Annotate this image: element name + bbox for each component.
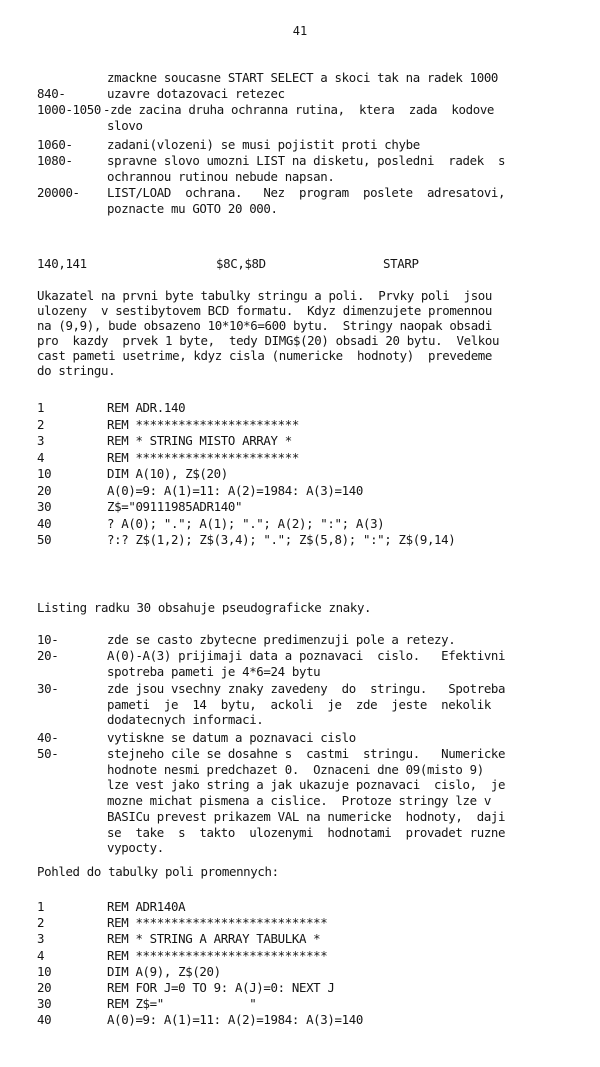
- listing-code: REM * STRING MISTO ARRAY *: [107, 433, 292, 448]
- note-text-line: stejneho cile se dosahne s castmi stringu. Numericke: [107, 746, 506, 761]
- listing-line-number: 3: [37, 433, 45, 448]
- listing-line-number: 2: [37, 915, 45, 931]
- paragraph-line: pro kazdy prvek 1 byte, tedy DIMG$(20) obsadi 20 bytu. Velkou: [37, 333, 500, 348]
- note-text-line: zde jsou vsechny znaky zavedeny do stringu. Spotreba: [107, 681, 506, 696]
- address-decimal: 140,141: [37, 256, 87, 271]
- listing-line-number: 40: [37, 515, 52, 531]
- listing-code: ?:? Z$(1,2); Z$(3,4); "."; Z$(5,8); ":"; Z$(9,14): [107, 532, 456, 547]
- note-text-line: spravne slovo umozni LIST na disketu, posledni radek s: [107, 153, 506, 168]
- note-text-line: mozne michat pismena a cislice. Protoze stringy lze v: [107, 793, 491, 809]
- listing-line-number: 30: [37, 499, 52, 514]
- listing-line-number: 10: [37, 466, 52, 481]
- listing-line-number: 1: [37, 400, 45, 415]
- listing-line-number: 10: [37, 963, 52, 979]
- paragraph-starp: [37, 288, 569, 378]
- listing-line-number: 20: [37, 482, 52, 498]
- note-text-line: zde se casto zbytecne predimenzuji pole a retezy.: [107, 632, 456, 647]
- note-number: 1000-1050: [37, 102, 101, 117]
- note-number: 10-: [37, 632, 59, 647]
- listing-code: ? A(0); "."; A(1); "."; A(2); ":"; A(3): [107, 515, 385, 531]
- address-hex: $8C,$8D: [216, 256, 266, 271]
- note-text-line: vypocty.: [107, 840, 164, 856]
- paragraph-line: ulozeny v sestibytovem BCD formatu. Kdyz dimenzujete promennou: [37, 303, 493, 318]
- note-text-line: dodatecnych informaci.: [107, 712, 264, 728]
- note-text-line: A(0)-A(3) prijimaji data a poznavaci cislo. Efektivni: [107, 648, 506, 663]
- note-number: 40-: [37, 730, 59, 745]
- listing-code: A(0)=9: A(1)=11: A(2)=1984: A(3)=140: [107, 482, 363, 498]
- listing-code: DIM A(9), Z$(20): [107, 963, 221, 979]
- note-text-line: BASICu prevest prikazem VAL na numericke hodnoty, daji: [107, 808, 506, 824]
- paragraph-line: na (9,9), bude obsazeno 10*10*6=600 bytu. Stringy naopak obsadi: [37, 318, 493, 333]
- listing-code: REM ADR.140: [107, 400, 186, 415]
- note-text-line: zadani(vlozeni) se musi pojistit proti chybe: [107, 137, 420, 152]
- listing-code: DIM A(10), Z$(20): [107, 466, 228, 481]
- listing-code: REM ADR140A: [107, 899, 186, 914]
- note-number: 30-: [37, 681, 59, 696]
- note-number: 1060-: [37, 137, 73, 152]
- listing-line-number: 30: [37, 996, 52, 1012]
- listing-code: REM * STRING A ARRAY TABULKA *: [107, 931, 321, 947]
- note-number: 840-: [37, 86, 66, 101]
- note-text-line: ochrannou rutinou nebude napsan.: [107, 168, 335, 184]
- note-text-line: pameti je 14 bytu, ackoli je zde jeste nekolik: [107, 696, 491, 712]
- note-text-line: -zde zacina druha ochranna rutina, ktera zada kodove: [103, 102, 495, 117]
- paragraph-line: Ukazatel na prvni byte tabulky stringu a poli. Prvky poli jsou: [37, 288, 493, 303]
- listing-line-number: 3: [37, 931, 45, 947]
- listing-code: Z$="09111985ADR140": [107, 499, 243, 514]
- note-text-line: se take s takto ulozenymi hodnotami provadet ruzne: [107, 824, 506, 840]
- paragraph-line: do stringu.: [37, 363, 116, 378]
- listing-line-number: 4: [37, 449, 45, 465]
- note-number: 1080-: [37, 153, 73, 168]
- note-number: 20000-: [37, 185, 80, 200]
- listing-line-number: 1: [37, 899, 45, 914]
- note-text-line: spotreba pameti je 4*6=24 bytu: [107, 663, 321, 679]
- listing-line-number: 50: [37, 532, 52, 547]
- listing-code: REM Z$=" ": [107, 996, 257, 1012]
- note-text-line: hodnote nesmi predchazet 0. Oznaceni dne 09(misto 9): [107, 761, 484, 777]
- listing-line-number: 4: [37, 947, 45, 963]
- note-text-line: uzavre dotazovaci retezec: [107, 86, 285, 101]
- address-label: STARP: [383, 256, 419, 271]
- listing-code: REM ***************************: [107, 915, 328, 931]
- page-number: 41: [292, 24, 308, 38]
- paragraph-line: cast pameti usetrime, kdyz cisla (numericke hodnoty) prevedeme: [37, 348, 493, 363]
- listing-code: A(0)=9: A(1)=11: A(2)=1984: A(3)=140: [107, 1012, 363, 1028]
- note-text-line: zmackne soucasne START SELECT a skoci tak na radek 1000: [107, 70, 499, 85]
- note-number: 50-: [37, 746, 59, 761]
- listing-line-number: 40: [37, 1012, 52, 1028]
- listing-code: REM ***************************: [107, 947, 328, 963]
- note-text-line: poznacte mu GOTO 20 000.: [107, 200, 278, 216]
- listing-line-number: 2: [37, 416, 45, 432]
- listing-code: REM ***********************: [107, 416, 299, 432]
- listing-line-number: 20: [37, 980, 52, 995]
- note-text-line: slovo: [107, 117, 143, 133]
- note-number: 20-: [37, 648, 59, 663]
- note-text-line: vytiskne se datum a poznavaci cislo: [107, 730, 356, 745]
- note-text-line: lze vest jako string a jak ukazuje poznavaci cislo, je: [107, 777, 506, 793]
- table-intro: Pohled do tabulky poli promennych:: [37, 864, 279, 879]
- listing-code: REM FOR J=0 TO 9: A(J)=0: NEXT J: [107, 980, 335, 995]
- note-text-line: LIST/LOAD ochrana. Nez program poslete adresatovi,: [107, 185, 506, 200]
- listing-note: Listing radku 30 obsahuje pseudograficke znaky.: [37, 600, 372, 615]
- listing-code: REM ***********************: [107, 449, 299, 465]
